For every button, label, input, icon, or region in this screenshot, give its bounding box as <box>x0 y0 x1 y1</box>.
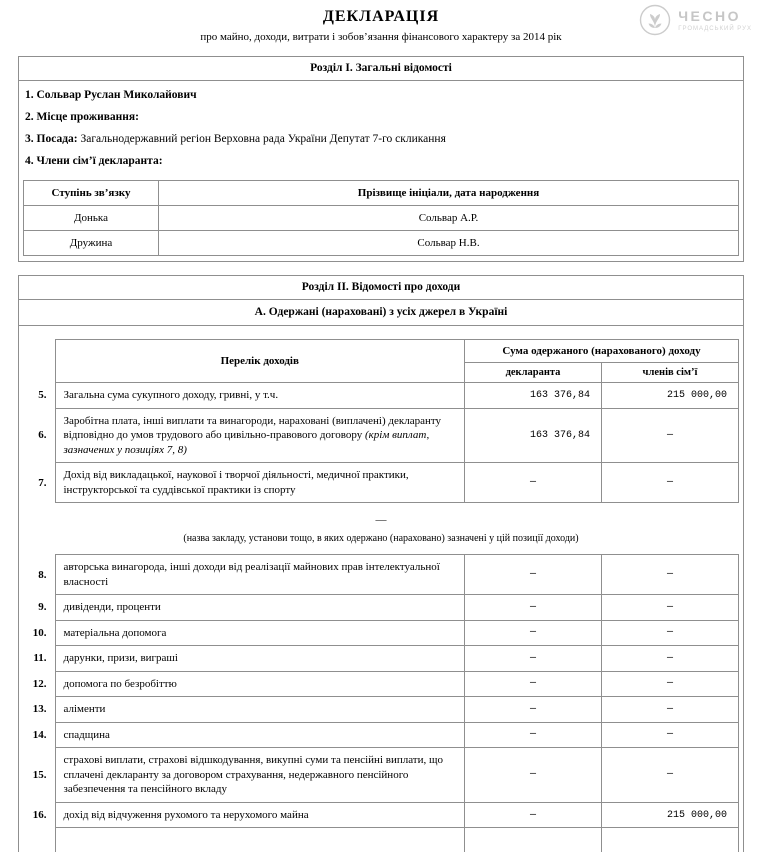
family-members-item <box>23 153 739 175</box>
chesno-logo-textblock <box>678 9 752 32</box>
family-relation: Дружина <box>24 231 159 256</box>
row-num: 6. <box>23 408 55 463</box>
row-num: 13. <box>23 697 55 723</box>
row-amount-declarant: — <box>465 646 602 672</box>
declarant-name-label: 1. Сольвар Руслан Миколайович <box>25 89 197 101</box>
income-row-partial <box>23 828 739 852</box>
row-amount-family: — <box>602 671 739 697</box>
family-col-name: Прізвище ініціали, дата народження <box>159 181 739 206</box>
row-amount-family: — <box>602 646 739 672</box>
row-num: 8. <box>23 555 55 595</box>
section-general-info <box>18 56 744 262</box>
row-amount-declarant: — <box>465 555 602 595</box>
row-desc: страхові виплати, страхові відшкодування, викупні суми та пенсійні виплати, що сплачені декларанту за договором страхування, недержавного пенсійного забезпечення та пенсійного вкладу <box>55 748 465 803</box>
family-name: Сольвар Н.В. <box>159 231 739 256</box>
row-desc: матеріальна допомога <box>55 620 465 646</box>
position-label: 3. Посада: <box>25 133 78 145</box>
family-col-relation: Ступінь зв’язку <box>24 181 159 206</box>
row-desc <box>55 828 465 852</box>
row-desc: дохід від відчуження рухомого та нерухомого майна <box>55 802 465 828</box>
row-num: 14. <box>23 722 55 748</box>
row-amount-declarant: — <box>465 748 602 803</box>
document-header <box>18 7 752 43</box>
income-table-bottom <box>23 554 739 852</box>
income-row-7 <box>23 463 739 503</box>
row-num: 16. <box>23 802 55 828</box>
residence-label: 2. Місце проживання: <box>25 111 139 123</box>
row-amount-declarant: — <box>465 802 602 828</box>
income-header-gutter <box>23 340 55 383</box>
row-amount-declarant: — <box>465 620 602 646</box>
row-amount-declarant: 163 376,84 <box>465 408 602 463</box>
section1-title: Розділ I. Загальні відомості <box>19 57 743 81</box>
row-desc: Загальна сума сукупного доходу, гривні, у т.ч. <box>55 383 465 409</box>
income-row-8 <box>23 555 739 595</box>
income-row-11 <box>23 646 739 672</box>
income-col-declarant: декларанта <box>465 363 602 383</box>
income-row-16 <box>23 802 739 828</box>
row-amount-family: — <box>602 722 739 748</box>
chesno-logo-icon <box>637 2 673 38</box>
family-row <box>24 231 739 256</box>
chesno-logo-text: ЧЕСНО <box>678 7 741 24</box>
row-amount-family: — <box>602 748 739 803</box>
document-title: ДЕКЛАРАЦІЯ <box>322 8 440 25</box>
row-amount-declarant: — <box>465 671 602 697</box>
income-row-15 <box>23 748 739 803</box>
section-income <box>18 275 744 852</box>
row-amount-family: 215 000,00 <box>602 383 739 409</box>
row-num: 10. <box>23 620 55 646</box>
income-table-top <box>23 339 739 503</box>
row-amount-family: — <box>602 620 739 646</box>
income-row-12 <box>23 671 739 697</box>
row-desc <box>55 408 465 463</box>
row-desc: дивіденди, проценти <box>55 595 465 621</box>
row-desc: спадщина <box>55 722 465 748</box>
row-desc-text: Заробітна плата, інші виплати та винагороди, нараховані (виплачені) декларанту відповідно до умов трудового або цивільно-правового договору <box>63 414 442 442</box>
family-members-table <box>23 180 739 256</box>
row-num: 11. <box>23 646 55 672</box>
row-amount-declarant: — <box>465 595 602 621</box>
row-num: 5. <box>23 383 55 409</box>
document-subtitle: про майно, доходи, витрати і зобов’язання фінансового характеру за 2014 рік <box>200 31 562 43</box>
row-amount-declarant <box>465 828 602 852</box>
row-desc: аліменти <box>55 697 465 723</box>
row-desc: допомога по безробіттю <box>55 671 465 697</box>
income-col-family: членів сім’ї <box>602 363 739 383</box>
row-num: 12. <box>23 671 55 697</box>
position-value: Загальнодержавний регіон Верховна рада України Депутат 7-го скликання <box>77 133 446 145</box>
row-amount-family: 215 000,00 <box>602 802 739 828</box>
declarant-name-item <box>23 87 739 109</box>
family-name: Сольвар А.Р. <box>159 206 739 231</box>
row-num: 7. <box>23 463 55 503</box>
income-row-14 <box>23 722 739 748</box>
row-num: 9. <box>23 595 55 621</box>
row-amount-declarant: — <box>465 722 602 748</box>
income-table-area <box>19 326 743 852</box>
row-amount-declarant: 163 376,84 <box>465 383 602 409</box>
subsection-a-title: А. Одержані (нараховані) з усіх джерел в Україні <box>19 300 743 326</box>
row-desc: Дохід від викладацької, наукової і творчої діяльності, медичної практики, інструкторської та суддівської практики із спорту <box>55 463 465 503</box>
section2-title: Розділ II. Відомості про доходи <box>19 276 743 300</box>
row-amount-family: — <box>602 697 739 723</box>
section1-body <box>19 81 743 261</box>
row-amount-family <box>602 828 739 852</box>
family-members-label: 4. Члени сім’ї декларанта: <box>25 155 163 167</box>
family-relation: Донька <box>24 206 159 231</box>
row-amount-family: — <box>602 555 739 595</box>
row-num: 15. <box>23 748 55 803</box>
row-desc: дарунки, призи, виграші <box>55 646 465 672</box>
chesno-logo <box>637 2 752 38</box>
residence-item <box>23 109 739 131</box>
income-row-9 <box>23 595 739 621</box>
row-amount-declarant: — <box>465 697 602 723</box>
row-desc-note: (крім виплат, зазначених у позиціях 7, 8) <box>63 429 430 456</box>
income-row-5 <box>23 383 739 409</box>
row-amount-family: — <box>602 408 739 463</box>
income-source-placeholder: — <box>375 514 387 527</box>
family-table-header-row <box>24 181 739 206</box>
row-amount-declarant: — <box>465 463 602 503</box>
row-num <box>23 828 55 852</box>
income-col-sum: Сума одержаного (нарахованого) доходу <box>465 340 739 363</box>
position-item <box>23 131 739 153</box>
income-source-caption: (назва закладу, установи тощо, в яких одержано (нараховано) зазначені у цій позиції доходи) <box>183 533 579 545</box>
income-row-13 <box>23 697 739 723</box>
chesno-logo-subtext: ГРОМАДСЬКИЙ РУХ <box>678 25 752 32</box>
income-col-list: Перелік доходів <box>55 340 465 383</box>
income-source-divider <box>23 503 739 554</box>
row-amount-family: — <box>602 595 739 621</box>
income-header-row-1 <box>23 340 739 363</box>
income-row-10 <box>23 620 739 646</box>
family-row <box>24 206 739 231</box>
income-row-6 <box>23 408 739 463</box>
row-desc: авторська винагорода, інші доходи від реалізації майнових прав інтелектуальної власності <box>55 555 465 595</box>
row-amount-family: — <box>602 463 739 503</box>
